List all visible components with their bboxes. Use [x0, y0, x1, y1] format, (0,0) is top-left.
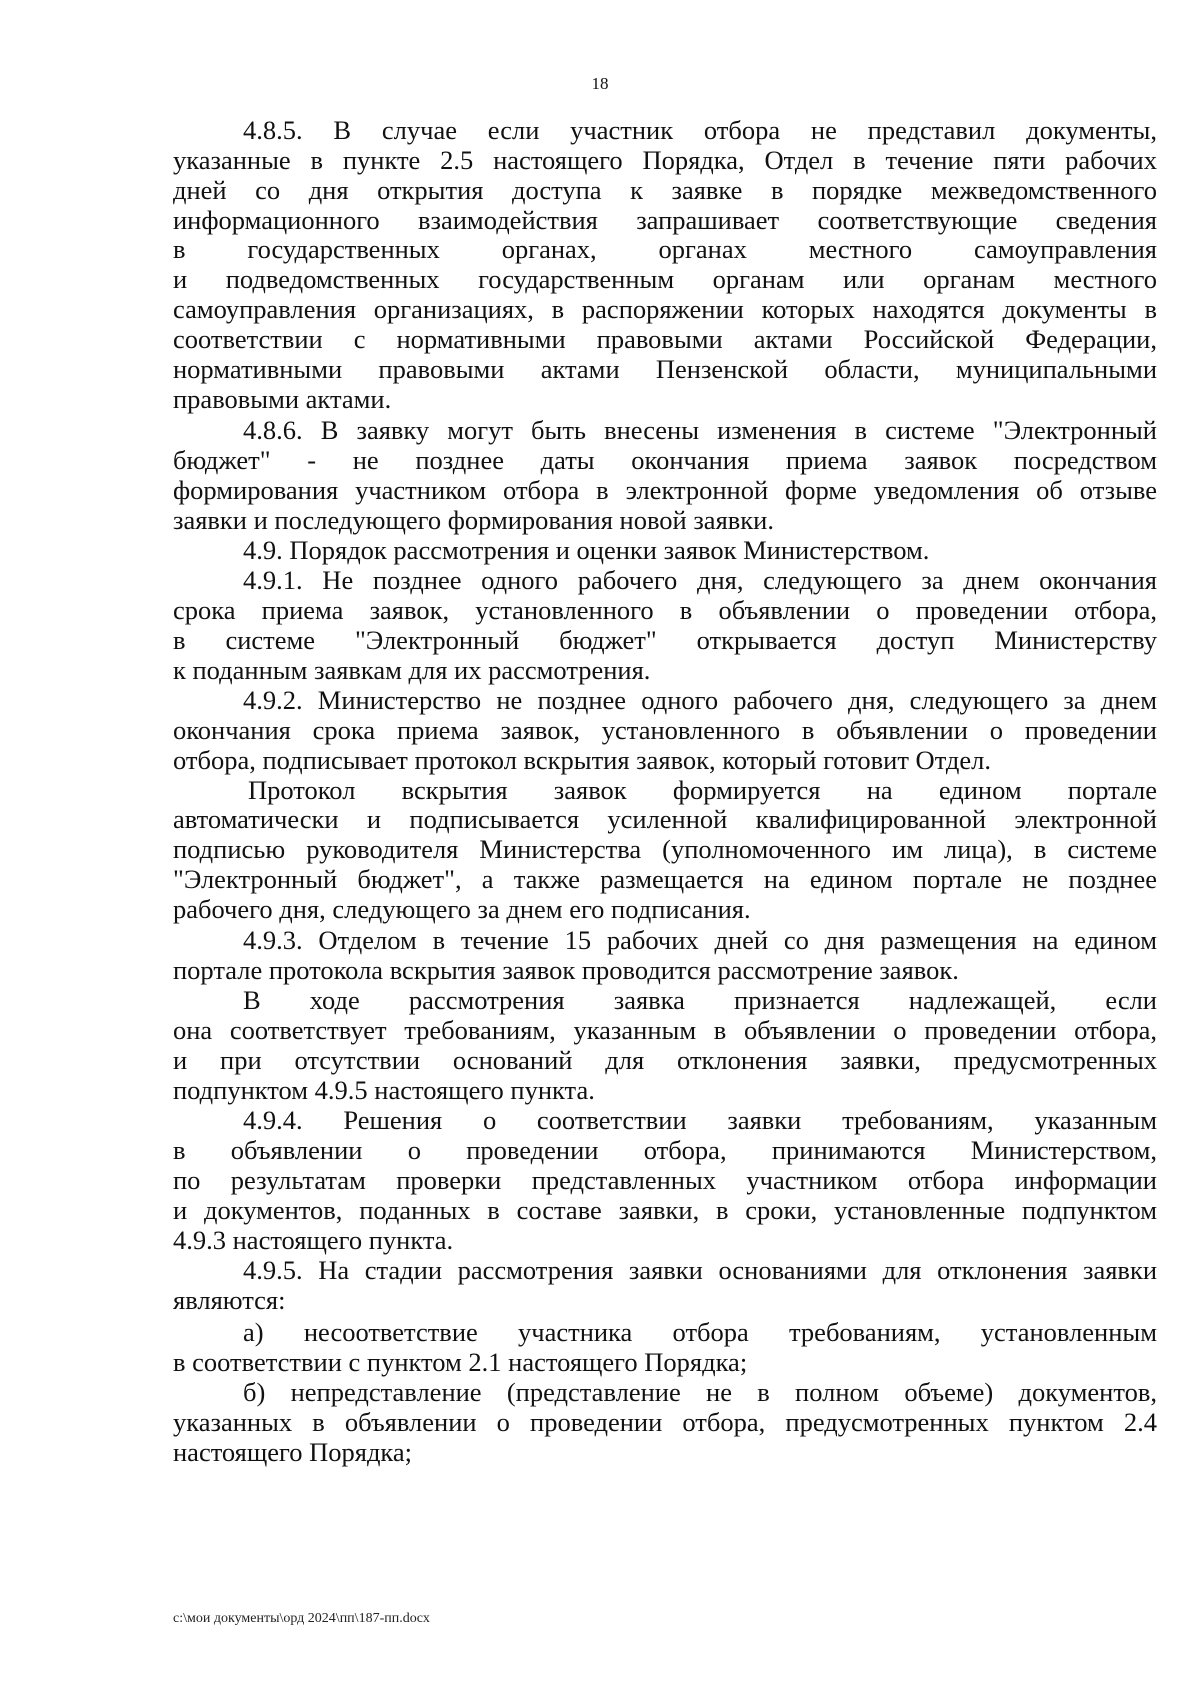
text-line: 4.8.6. В заявку могут быть внесены изменения в системе "Электронный	[243, 415, 1157, 445]
text-line: 4.9.2. Министерство не позднее одного рабочего дня, следующего за днем	[243, 685, 1157, 715]
text-line: б) непредставление (представление не в полном объеме) документов,	[243, 1377, 1157, 1407]
text-line: Протокол вскрытия заявок формируется на едином портале	[248, 775, 1157, 805]
text-line: по результатам проверки представленных участником отбора информации	[173, 1165, 1157, 1195]
text-line: портале протокола вскрытия заявок проводится рассмотрение заявок.	[173, 955, 959, 985]
text-line: 4.9. Порядок рассмотрения и оценки заявок Министерством.	[243, 535, 930, 565]
text-line: "Электронный бюджет", а также размещается на едином портале не позднее	[173, 864, 1157, 894]
text-line: нормативными правовыми актами Пензенской области, муниципальными	[173, 354, 1157, 384]
text-line: в системе "Электронный бюджет" открывается доступ Министерству	[173, 625, 1157, 655]
text-line: окончания срока приема заявок, установленного в объявлении о проведении	[173, 715, 1157, 745]
text-line: отбора, подписывает протокол вскрытия заявок, который готовит Отдел.	[173, 745, 992, 775]
text-line: в объявлении о проведении отбора, принимаются Министерством,	[173, 1135, 1157, 1165]
text-line: 4.9.4. Решения о соответствии заявки требованиям, указанным	[243, 1105, 1157, 1135]
text-line: рабочего дня, следующего за днем его подписания.	[173, 894, 751, 924]
text-line: правовыми актами.	[173, 384, 392, 414]
text-line: 4.9.3 настоящего пункта.	[173, 1225, 454, 1255]
text-line: бюджет" - не позднее даты окончания приема заявок посредством	[173, 445, 1157, 475]
text-line: а) несоответствие участника отбора требованиям, установленным	[243, 1317, 1157, 1347]
text-line: заявки и последующего формирования новой заявки.	[173, 505, 774, 535]
text-line: указанные в пункте 2.5 настоящего Порядка, Отдел в течение пяти рабочих	[173, 145, 1157, 175]
text-line: подписью руководителя Министерства (уполномоченного им лица), в системе	[173, 834, 1157, 864]
text-line: формирования участником отбора в электронной форме уведомления об отзыве	[173, 475, 1157, 505]
text-line: подпунктом 4.9.5 настоящего пункта.	[173, 1075, 595, 1105]
page-number: 18	[591, 74, 609, 93]
text-line: указанных в объявлении о проведении отбора, предусмотренных пунктом 2.4	[173, 1407, 1157, 1437]
text-line: 4.8.5. В случае если участник отбора не представил документы,	[243, 115, 1157, 145]
text-line: и подведомственных государственным органам или органам местного	[173, 264, 1157, 294]
text-line: и документов, поданных в составе заявки, в сроки, установленные подпунктом	[173, 1195, 1157, 1225]
text-line: самоуправления организациях, в распоряжении которых находятся документы в	[173, 294, 1157, 324]
text-line: соответствии с нормативными правовыми актами Российской Федерации,	[173, 324, 1157, 354]
text-line: дней со дня открытия доступа к заявке в порядке межведомственного	[173, 175, 1157, 205]
text-line: и при отсутствии оснований для отклонения заявки, предусмотренных	[173, 1045, 1157, 1075]
text-line: 4.9.1. Не позднее одного рабочего дня, следующего за днем окончания	[243, 565, 1157, 595]
text-line: она соответствует требованиям, указанным в объявлении о проведении отбора,	[173, 1015, 1157, 1045]
text-line: к поданным заявкам для их рассмотрения.	[173, 655, 651, 685]
footer-file-path: c:\мои документы\орд 2024\пп\187-пп.docx	[173, 1611, 430, 1626]
text-line: в соответствии с пунктом 2.1 настоящего Порядка;	[173, 1347, 748, 1377]
text-line: 4.9.3. Отделом в течение 15 рабочих дней со дня размещения на едином	[243, 925, 1157, 955]
text-line: настоящего Порядка;	[173, 1437, 413, 1467]
text-line: срока приема заявок, установленного в объявлении о проведении отбора,	[173, 595, 1157, 625]
text-line: информационного взаимодействия запрашивает соответствующие сведения	[173, 205, 1157, 235]
text-line: в государственных органах, органах местного самоуправления	[173, 234, 1157, 264]
text-line: 4.9.5. На стадии рассмотрения заявки основаниями для отклонения заявки	[243, 1255, 1157, 1285]
text-line: В ходе рассмотрения заявка признается надлежащей, если	[243, 985, 1157, 1015]
text-line: являются:	[173, 1285, 286, 1315]
text-line: автоматически и подписывается усиленной квалифицированной электронной	[173, 804, 1157, 834]
